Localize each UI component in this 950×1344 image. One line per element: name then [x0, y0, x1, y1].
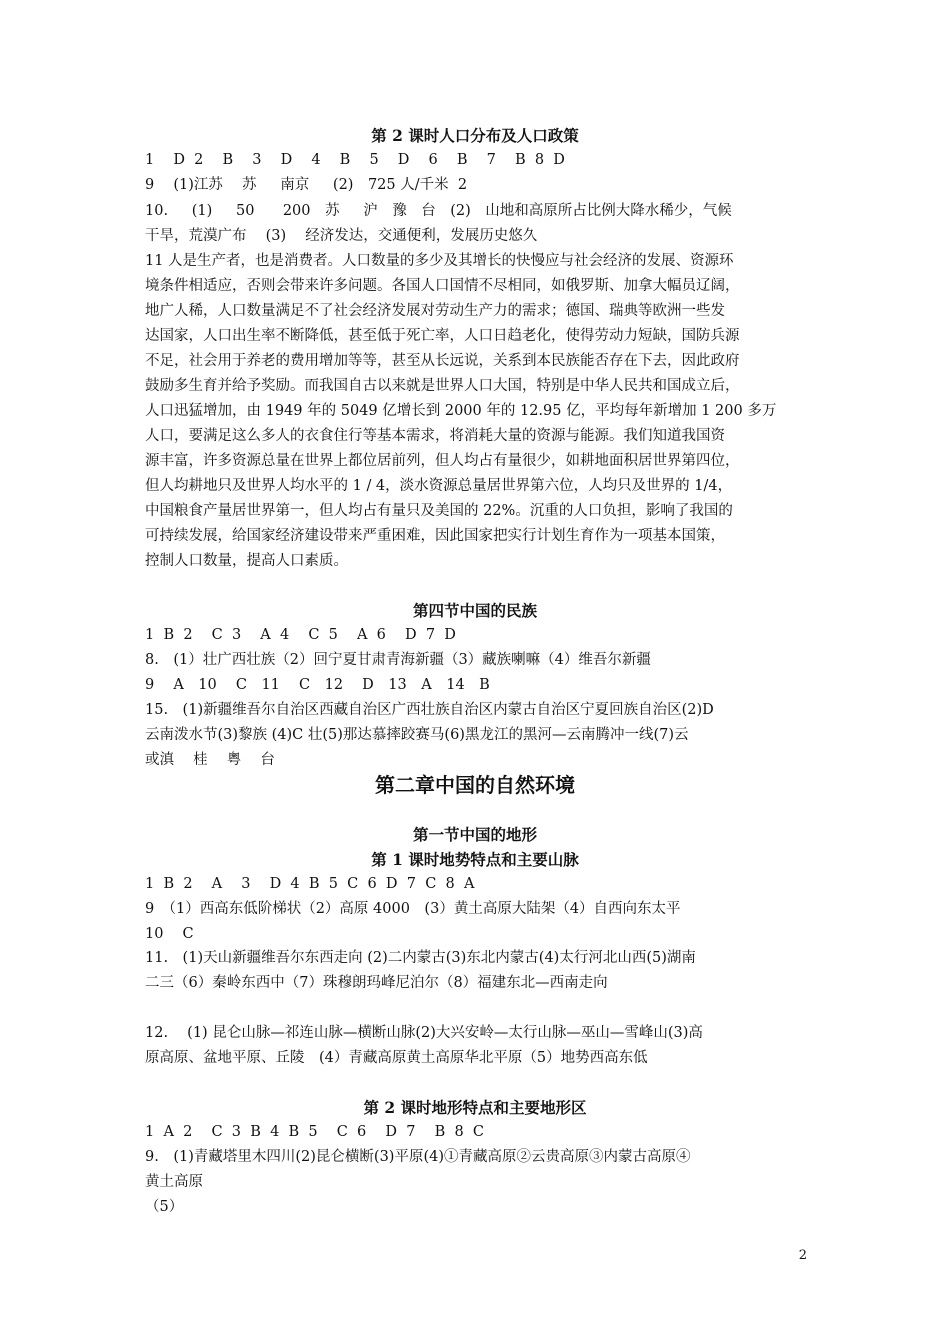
paragraph-line: 达国家，人口出生率不断降低，甚至低于死亡率，人口日趋老化，使得劳动力短缺，国防兵源 [145, 328, 740, 344]
answer-line: 9 (1)江苏 苏 南京 (2) 725 人/千米 2 [145, 177, 468, 193]
paragraph-line: 鼓励多生育并给予奖励。而我国自古以来就是世界人口大国，特别是中华人民共和国成立后， [145, 378, 740, 394]
chapter-title: 第二章中国的自然环境 [375, 773, 575, 797]
answer-line: 9 A 10 C 11 C 12 D 13 A 14 B [145, 677, 490, 693]
answer-line: 9 （1）西高东低阶梯状（2）高原 4000 (3）黄土高原大陆架（4）自西向东太平 [145, 901, 681, 917]
paragraph-line: 源丰富，许多资源总量在世界上都位居前列，但人均占有量很少，如耕地面积居世界第四位， [145, 453, 740, 469]
answer-line: 1 A 2 C 3 B 4 B 5 C 6 D 7 B 8 C [145, 1124, 484, 1140]
section1-title: 第一节中国的地形 [412, 825, 537, 844]
paragraph-line: 但人均耕地只及世界人均水平的 1 / 4，淡水资源总量居世界第六位，人均只及世界的 1/4， [145, 478, 733, 494]
paragraph-line: 11 人是生产者，也是消费者。人口数量的多少及其增长的快慢应与社会经济的发展、资源环 [145, 253, 734, 269]
paragraph-line: 不足，社会用于养老的费用增加等等，甚至从长远说，关系到本民族能否存在下去，因此政府 [145, 353, 740, 369]
page-number: 2 [798, 1248, 807, 1263]
section4-title: 第四节中国的民族 [412, 601, 537, 620]
answer-line: 15. (1)新疆维吾尔自治区西藏自治区广西壮族自治区内蒙古自治区宁夏回族自治区(2)D [145, 702, 714, 718]
answer-line: 11. (1)天山新疆维吾尔东西走向 (2)二内蒙古(3)东北内蒙古(4)太行河北山西(5)湖南 [145, 950, 696, 966]
answer-line: 8. (1）壮广西壮族（2）回宁夏甘肃青海新疆（3）藏族喇嘛（4）维吾尔新疆 [145, 652, 651, 668]
paragraph-line: 人口迅猛增加，由 1949 年的 5049 亿增长到 2000 年的 12.95 亿，平均每年新增加 1 200 多万 [145, 403, 777, 419]
answer-line: 干旱，荒漠广布 (3) 经济发达，交通便利，发展历史悠久 [145, 228, 538, 244]
answer-line: 9. (1)青藏塔里木四川(2)昆仑横断(3)平原(4)①青藏高原②云贵高原③内蒙古高原④ [145, 1149, 691, 1165]
paragraph-line: 境条件相适应，否则会带来许多问题。各国人口国情不尽相同，如俄罗斯、加拿大幅员辽阔， [145, 278, 740, 294]
answer-line: 原高原、盆地平原、丘陵 (4）青藏高原黄土高原华北平原（5）地势西高东低 [145, 1050, 648, 1066]
answer-line: 1 D 2 B 3 D 4 B 5 D 6 B 7 B 8 D [145, 152, 565, 168]
answer-line: 二三（6）秦岭东西中（7）珠穆朗玛峰尼泊尔（8）福建东北—西南走向 [145, 975, 608, 991]
paragraph-line: 控制人口数量，提高人口素质。 [145, 553, 348, 569]
answer-line: 1 B 2 A 3 D 4 B 5 C 6 D 7 C 8 A [145, 876, 475, 892]
paragraph-line: 人口，要满足这么多人的衣食住行等基本需求，将消耗大量的资源与能源。我们知道我国资 [145, 428, 725, 444]
answer-line: 1 B 2 C 3 A 4 C 5 A 6 D 7 D [145, 627, 456, 643]
answer-line: 10. (1) 50 200 苏 沪 豫 台 (2) 山地和高原所占比例大降水稀少，气候 [145, 203, 732, 219]
paragraph-line: 地广人稀，人口数量满足不了社会经济发展对劳动生产力的需求；德国、瑞典等欧洲一些发 [145, 303, 725, 319]
answer-line: 云南泼水节(3)黎族 (4)C 壮(5)那达慕摔跤赛马(6)黑龙江的黑河—云南腾冲一线(7)云 [145, 727, 689, 743]
answer-line: 12. (1) 昆仑山脉—祁连山脉—横断山脉(2)大兴安岭—太行山脉—巫山—雪峰山(3)高 [145, 1025, 703, 1041]
answer-line: 10 C [145, 926, 194, 942]
paragraph-line: 可持续发展，给国家经济建设带来严重困难，因此国家把实行计划生育作为一项基本国策， [145, 528, 725, 544]
paragraph-line: 中国粮食产量居世界第一，但人均占有量只及美国的 22%。沉重的人口负担，影响了我国的 [145, 503, 733, 519]
answer-line: 或滇 桂 粤 台 [145, 752, 275, 768]
lesson1-title: 第 1 课时地势特点和主要山脉 [371, 850, 579, 869]
lesson2-landform-title: 第 2 课时地形特点和主要地形区 [363, 1098, 587, 1117]
answer-line: 黄土高原 [145, 1174, 203, 1190]
lesson2-title: 第 2 课时人口分布及人口政策 [371, 126, 579, 145]
answer-line: （5） [145, 1199, 184, 1215]
